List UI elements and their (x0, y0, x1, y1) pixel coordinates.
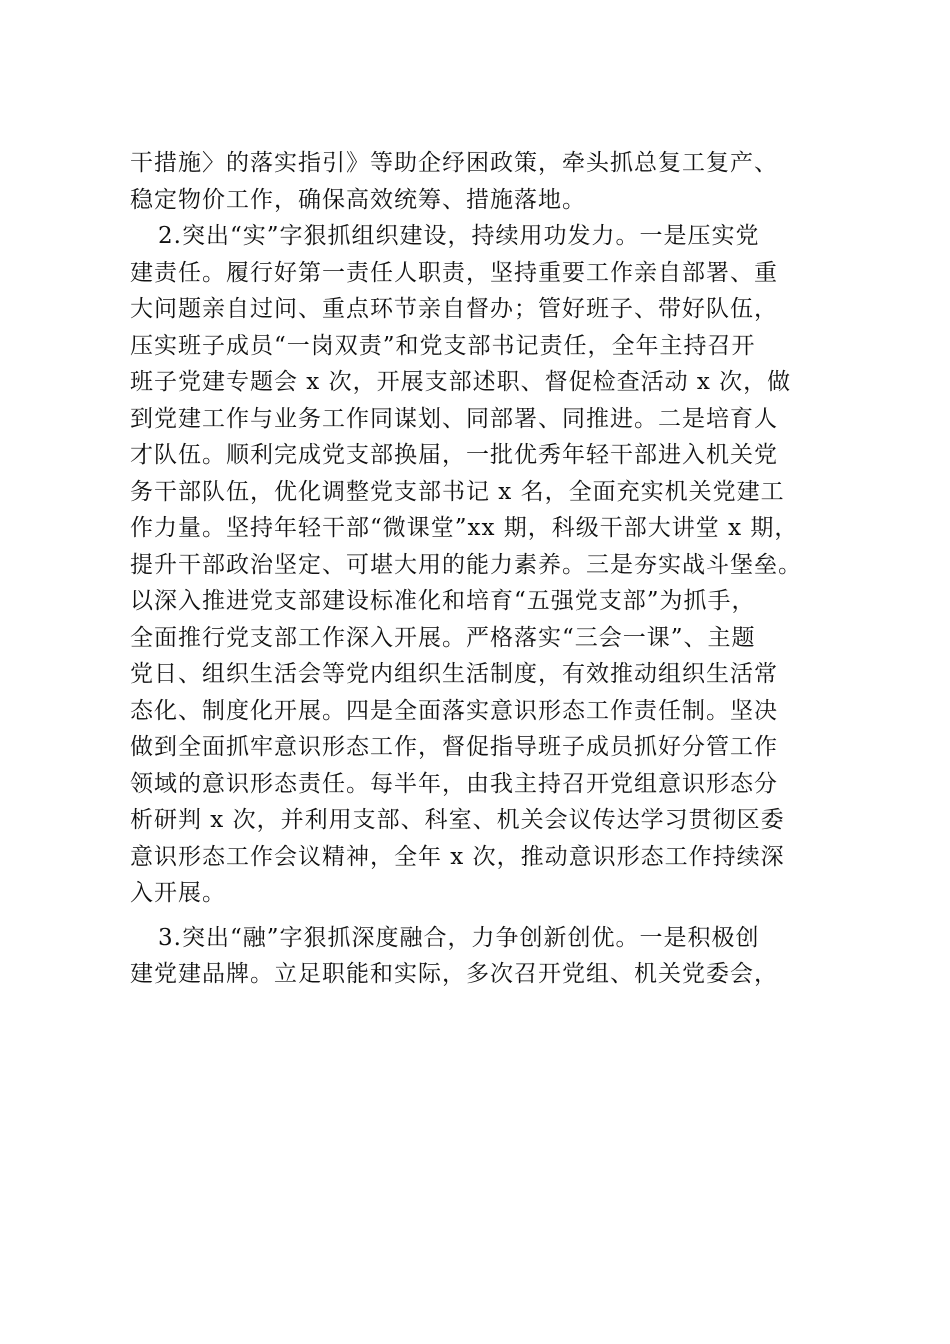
text-line: 党日、组织生活会等党内组织生活制度，有效推动组织生活常 (130, 661, 778, 687)
document-body (130, 145, 830, 993)
text-line: 到党建工作与业务工作同谋划、同部署、同推进。二是培育人 (130, 405, 778, 432)
text-line: 建责任。履行好第一责任人职责，坚持重要工作亲自部署、重 (130, 259, 778, 286)
text-line: 稳定物价工作，确保高效统筹、措施落地。 (130, 186, 586, 213)
text-line: 析研判 x 次，并利用支部、科室、机关会议传达学习贯彻区委 (130, 807, 785, 833)
paragraph-spacing (130, 912, 830, 920)
text-line: 做到全面抓牢意识形态工作，督促指导班子成员抓好分管工作 (130, 734, 778, 760)
text-line: 作力量。坚持年轻干部“微课堂”xx 期，科级干部大讲堂 x 期， (130, 515, 799, 541)
text-line: 入开展。 (130, 880, 226, 906)
paragraph-3-heading-line: 3.突出“融”字狠抓深度融合，力争创新创优。一是积极创 (158, 924, 760, 951)
text-line: 全面推行党支部工作深入开展。严格落实“三会一课”、主题 (130, 624, 756, 651)
text-line: 态化、制度化开展。四是全面落实意识形态工作责任制。坚决 (130, 697, 778, 724)
text-line: 干措施〉的落实指引》等助企纾困政策，牵头抓总复工复产、 (130, 150, 778, 176)
text-line: 务干部队伍，优化调整党支部书记 x 名，全面充实机关党建工 (130, 478, 785, 505)
text-line: 以深入推进党支部建设标准化和培育“五强党支部”为抓手， (130, 588, 756, 614)
text-line: 建党建品牌。立足职能和实际，多次召开党组、机关党委会， (130, 961, 778, 987)
text-line: 大问题亲自过问、重点环节亲自督办；管好班子、带好队伍， (130, 296, 778, 322)
text-line: 提升干部政治坚定、可堪大用的能力素养。三是夯实战斗堡垒。 (130, 551, 802, 578)
text-line: 压实班子成员“一岗双责”和党支部书记责任，全年主持召开 (130, 332, 756, 359)
text-line: 领域的意识形态责任。每半年，由我主持召开党组意识形态分 (130, 770, 778, 797)
text-line: 意识形态工作会议精神，全年 x 次，推动意识形态工作持续深 (130, 843, 785, 870)
text-line: 才队伍。顺利完成党支部换届，一批优秀年轻干部进入机关党 (130, 442, 778, 468)
paragraph-2-heading-line: 2.突出“实”字狠抓组织建设，持续用功发力。一是压实党 (158, 223, 760, 249)
text-line: 班子党建专题会 x 次，开展支部述职、督促检查活动 x 次，做 (130, 369, 792, 395)
